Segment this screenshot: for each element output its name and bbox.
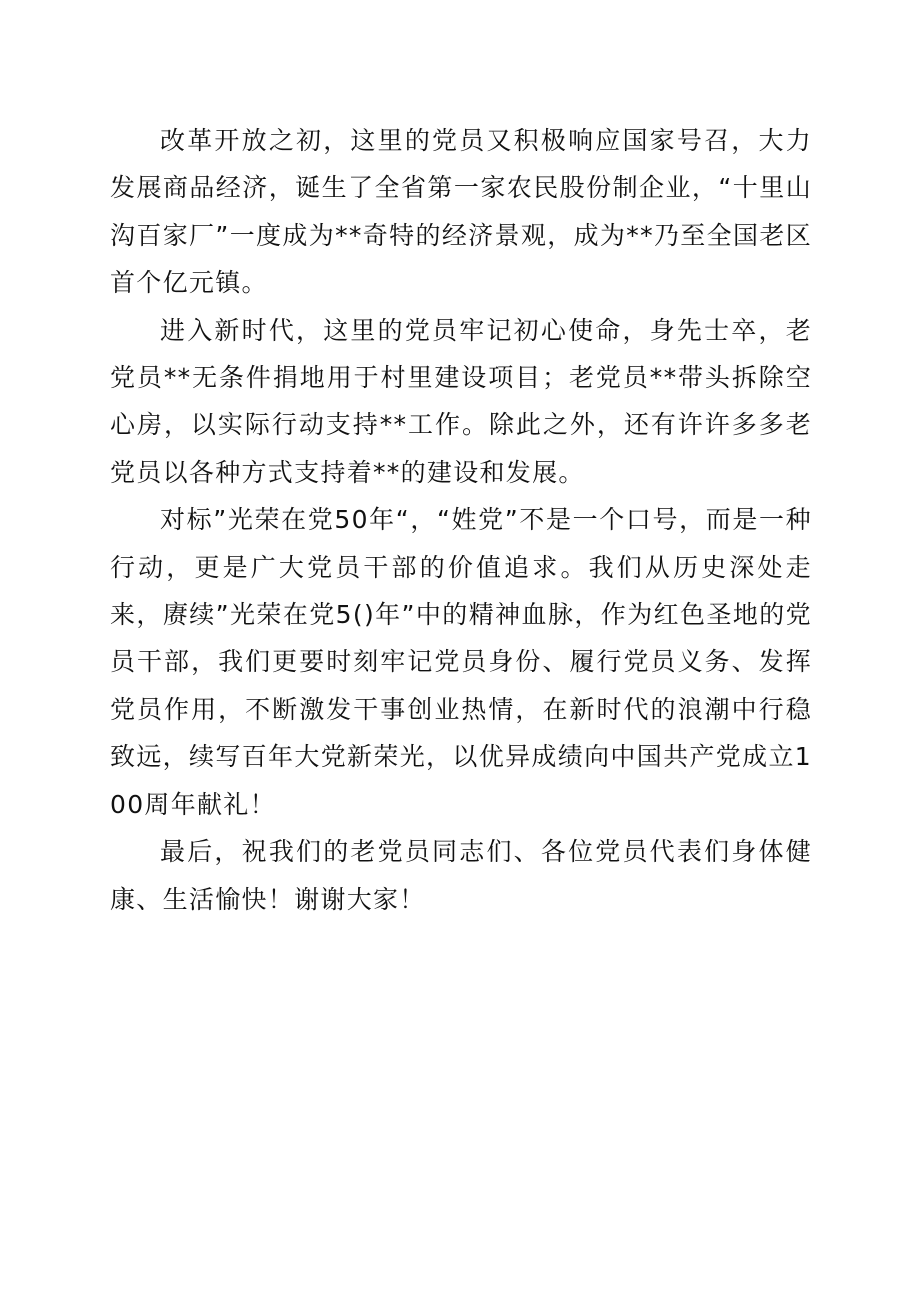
paragraph-reform-opening: 改革开放之初，这里的党员又积极响应国家号召，大力发展商品经济，诞生了全省第一家农民股份制企业，“十里山沟百家厂”一度成为**奇特的经济景观，成为**乃至全国老区首个亿元镇。 xyxy=(110,126,812,298)
document-body xyxy=(110,117,812,923)
paragraph-closing: 最后，祝我们的老党员同志们、各位党员代表们身体健康、生活愉快！谢谢大家！ xyxy=(110,837,812,914)
paragraph-benchmark: 对标”光荣在党50年“，“姓党”不是一个口号，而是一种行动，更是广大党员干部的价值追求。我们从历史深处走来，赓续”光荣在党5()年”中的精神血脉，作为红色圣地的党员干部，我们更要时刻牢记党员身份、履行党员义务、发挥党员作用，不断激发干事创业热情，在新时代的浪潮中行稳致远，续写百年大党新荣光，以优异成绩向中国共产党成立100周年献礼！ xyxy=(110,505,812,819)
paragraph-new-era: 进入新时代，这里的党员牢记初心使命，身先士卒，老党员**无条件捐地用于村里建设项目；老党员**带头拆除空心房，以实际行动支持**工作。除此之外，还有许许多多老党员以各种方式支持着**的建设和发展。 xyxy=(110,315,812,487)
